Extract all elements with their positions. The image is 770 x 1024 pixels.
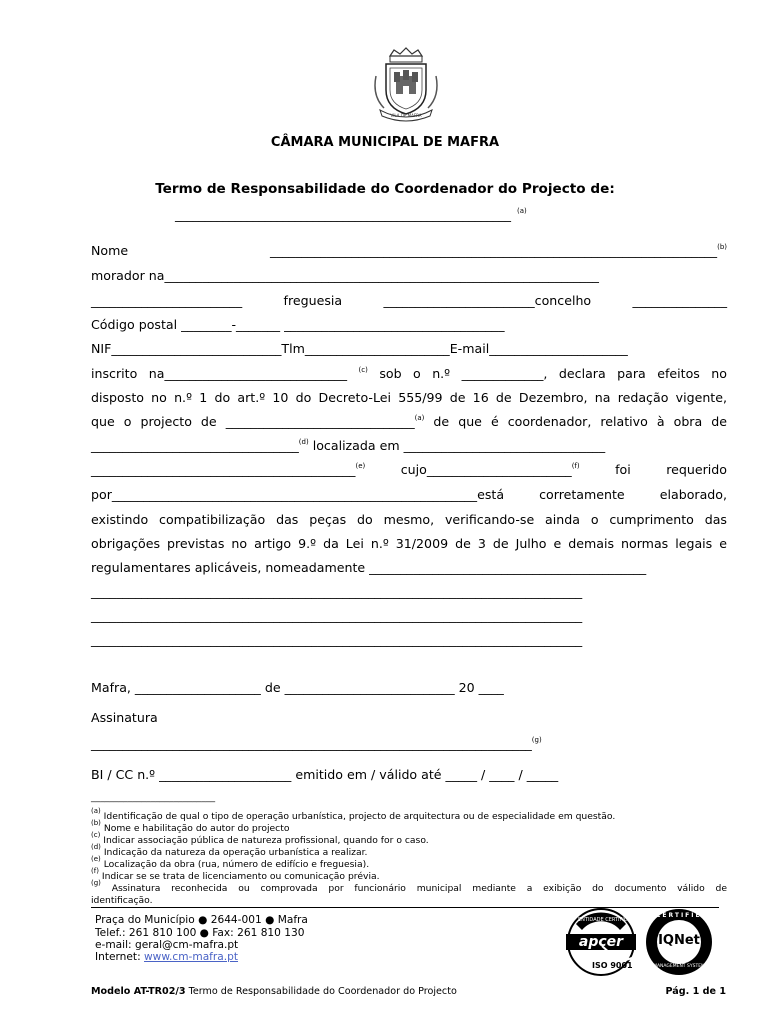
footnote-mark: (e) <box>91 855 101 863</box>
footnote-mark: (e) <box>355 462 366 470</box>
field-regulamentares: regulamentares aplicáveis, nomeadamente ____________________________________________ <box>91 560 647 575</box>
blank-line: ______________________________________________________________________________ <box>91 632 583 647</box>
footnote-item <box>91 831 727 847</box>
footer-phone: Telef.: 261 810 100 ● Fax: 261 810 130 <box>95 927 305 939</box>
iqnet-top-text: CERTIFIED <box>656 912 709 919</box>
organization-title: CÂMARA MUNICIPAL DE MAFRA <box>270 135 500 150</box>
assinatura-label: Assinatura <box>91 710 158 725</box>
footnote-mark: (b) <box>91 819 101 827</box>
footnote-mark: (c) <box>91 831 101 839</box>
footnote-text: Identificação de qual o tipo de operação urbanística, projecto de arquitectura ou de especialidade em questão. <box>100 811 616 822</box>
footnote-mark: (f) <box>571 462 580 470</box>
footnote-text: Localização da obra (rua, número de edifício e freguesia). <box>100 859 370 870</box>
field-bi-cc: BI / CC n.º _____________________ emitido em / válido até _____ / ____ / _____ <box>91 767 559 782</box>
field-mafra-date: Mafra, ____________________ de ___________________________ 20 ____ <box>91 680 504 695</box>
field-por: por__________________________________________________________está corretamente elaborado, <box>91 487 727 502</box>
footnote-item <box>91 807 727 823</box>
footnote-separator: ___________________________ <box>91 792 216 803</box>
blank-line: ______________________________________________________________________________ <box>91 584 583 599</box>
text-obrigacoes: obrigações previstas no artigo 9.º da Lei n.º 31/2009 de 3 de Julho e demais normas legais e <box>91 536 727 551</box>
footnote-item <box>91 843 727 859</box>
footnote-mark: (b) <box>717 243 727 251</box>
footnote-text: Indicar se se trata de licenciamento ou comunicação prévia. <box>98 871 380 882</box>
field-nif-tlm-email: NIF___________________________Tlm_______________________E-mail______________________ <box>91 341 628 356</box>
footer-internet: Internet: www.cm-mafra.pt <box>95 951 239 963</box>
footnote-mark: (d) <box>298 438 309 446</box>
footnote-text: Nome e habilitação do autor do projecto <box>100 823 290 834</box>
model-reference: Modelo AT-TR02/3 Termo de Responsabilidade do Coordenador do Projecto <box>91 986 457 997</box>
footnote-item <box>91 855 727 871</box>
text-existindo: existindo compatibilização das peças do mesmo, verificando-se ainda o cumprimento das <box>91 512 727 527</box>
field-cujo: __________________________________________$^{(e)}$ cujo_______________________$^{(f)}$ foi requerido <box>91 462 727 477</box>
field-codigo-postal: Código postal ________-_______ ___________________________________ <box>91 317 505 332</box>
iqnet-bottom-text: MANAGEMENT SYSTEM <box>653 964 705 969</box>
blank-line: ______________________________________________________________________________ <box>91 608 583 623</box>
footnote-mark: (a) <box>517 207 527 215</box>
field-assinatura: ______________________________________________________________________$^{(g)}$ <box>91 736 542 751</box>
footnote-mark: (c) <box>358 366 368 374</box>
footnote-mark: (a) <box>414 414 425 422</box>
text-disposto: disposto no n.º 1 do art.º 10 do Decreto-Lei 555/99 de 16 de Dezembro, na redação vigente, <box>91 390 727 405</box>
page-number: Pág. 1 de 1 <box>665 986 726 997</box>
field-obra: _________________________________$^{(d)}$ localizada em ________________________________ <box>91 438 606 453</box>
footnote-item <box>91 819 727 835</box>
footnote-g: $^{(g)}$ Assinatura reconhecida ou comprovada por funcionário municipal mediante a exibição do documento válido de <box>91 879 727 894</box>
footnote-text: Indicação da natureza da operação urbanística a realizar. <box>100 847 368 858</box>
footnote-mark: (g) <box>531 736 542 744</box>
field-projecto: que o projecto de ______________________________$^{(a)}$ de que é coordenador, relativo à obra de <box>91 414 727 429</box>
field-nome: Nome _______________________________________________________________________$^{(b)}$ <box>91 243 727 258</box>
municipal-crest <box>366 46 446 124</box>
footnote-mark: (d) <box>91 843 101 851</box>
footnote-mark: (a) <box>91 807 101 815</box>
apcer-iso: ISO 9001 <box>592 961 633 970</box>
footnote-g-cont: identificação. <box>91 895 153 906</box>
footnote-item <box>91 867 727 883</box>
footer-address: Praça do Município ● 2644-001 ● Mafra <box>95 914 308 926</box>
apcer-top-text: ENTIDADE CERTIFICADA <box>578 917 638 923</box>
crest-label: VILA DE MAFRA <box>390 113 422 118</box>
field-morador: morador na_____________________________________________________________________ <box>91 268 599 283</box>
footnote-text: Indicar associação pública de natureza profissional, quando for o caso. <box>100 835 429 846</box>
field-inscrito: inscrito na_____________________________ $^{(c)}$ sob o n.º _____________, declara para efeitos no <box>91 366 727 381</box>
iqnet-certification-logo <box>642 906 716 978</box>
form-title: Termo de Responsabilidade do Coordenador do Projecto de: <box>155 181 615 197</box>
field-freguesia-concelho: ________________________ freguesia ________________________concelho _______________ <box>91 293 727 308</box>
apcer-name: apcer <box>578 934 624 950</box>
footer-email: e-mail: geral@cm-mafra.pt <box>95 939 239 951</box>
title-blank-line: ________________________________________________________ $^{(a)}$ <box>175 207 527 222</box>
footnote-mark: (f) <box>91 867 99 875</box>
apcer-certification-logo <box>562 906 640 978</box>
website-link[interactable]: www.cm-mafra.pt <box>144 951 239 963</box>
iqnet-name: IQNet <box>658 933 700 948</box>
